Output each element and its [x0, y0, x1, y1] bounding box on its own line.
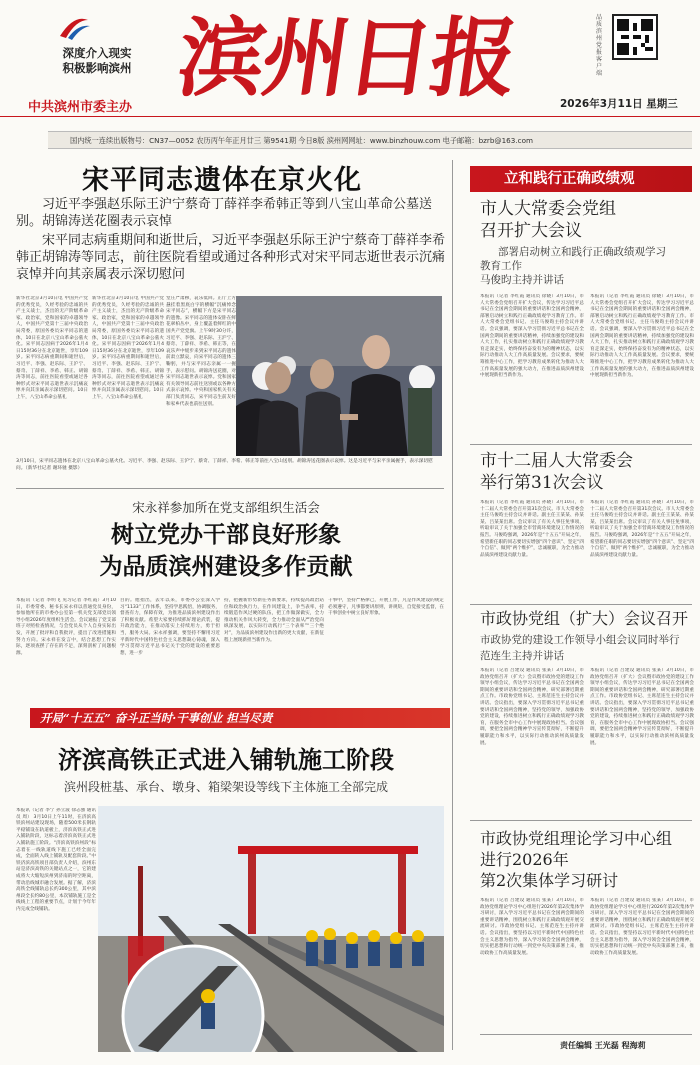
second-headline-1: 树立党办干部良好形象 — [111, 521, 341, 548]
lead-deck-1: 习近平李强赵乐际王沪宁蔡奇丁薛祥李希韩正等到八宝山革命公墓送别。胡锦涛送花圈表示哀悼 — [16, 197, 433, 229]
divider — [470, 820, 692, 821]
lead-headline: 宋平同志遗体在京火化 — [82, 165, 362, 196]
r3-sub-2: 范连生主持并讲话 — [480, 650, 564, 662]
rail-photo — [98, 806, 444, 1052]
masthead-rule — [0, 116, 700, 117]
handshake-photo-icon — [236, 296, 442, 456]
second-column-1: 本报讯（记者 李明飞 见习记者 李红霞）3月10日，市委常委、秘书长宋永祥以普通党员身份，参加他所在的市委办公室第一机关党支部党员领导小组2026年度组织生活会。会议通报了党支部班子对照检查情况，与会党员从个人自身实际出发，开展了批评和自我批评，提出了改进措施和努力方向。宋永祥在发言中，结合思想工作实际，逐项查摆了存在的不足，深刻剖析了问题根源。 — [16, 598, 116, 656]
footer-rule — [480, 1034, 692, 1035]
r1-headline-2: 召开扩大会议 — [480, 221, 582, 241]
footer-editors: 责任编辑 王光磊 程海莉 — [560, 1041, 646, 1050]
rail-headline: 济滨高铁正式进入铺轨施工阶段 — [58, 745, 394, 774]
masthead-title: 滨州日报 — [171, 8, 523, 109]
r4-headline-1: 市政协党组理论学习中心组 — [480, 829, 673, 848]
rail-body: 本报讯（记者 李宁 孙立波 徐志强 通讯员 周） 3月10日上午11时，在济滨高铁滨州站建设现场，随着500米长钢轨平稳铺设在轨道板上，济滨高铁正式进入铺轨阶段，这标志着济滨高铁正式进入铺轨施工阶段。“济滨高铁滨州段”标志着在一线轨道线下施工已经全面完成，全面转入线上铺轨及配套阶段。”中铁济滨高铁项目部负责人介绍，滨州东站是济滨高铁的关键站点之一，它的建成将大大缩短滨州到济南的时空距离，带动沿线城市融合发展。据了解，济滨高铁全线铺轨总长约300公里，其中滨州段全长约80公里，本次铺轨施工是全线线上工程的重要节点，计划于今年年内完成全线铺轨。 — [16, 808, 96, 912]
r4-headline-3: 第2次集体学习研讨 — [480, 871, 619, 890]
r1-sub-3: 马俊昀主持并讲话 — [480, 274, 564, 286]
lead-column-1: 新华社北京3月10日电 中国共产党的优秀党员，久经考验的忠诚的共产主义战士，杰出的无产阶级革命家、政治家，党和国家的卓越领导人，中国共产党第十三届中央政治局常委，原国务委员宋平同志的遗体，10日在北京八宝山革命公墓火化。宋平同志因病于2026年1月4日15时36分在北京逝世，享年109岁。宋平同志病重期间和逝世后，习近平、李强、赵乐际、王沪宁、蔡奇、丁薛祥、李希、韩正、胡锦涛等同志，前往医院看望或通过各种形式对宋平同志逝世表示沉痛哀悼并向其亲属表示深切慰问。10日上午，八宝山革命公墓礼 — [16, 296, 88, 400]
r4-headline-2: 进行2026年 — [480, 850, 569, 869]
info-bar: 国内统一连续出版物号：CN37—0052 农历丙午年正月廿三 第9541期 今日8版 滨州网网址：www.binzhouw.com 电子邮箱：bzrb@163.com — [48, 131, 692, 149]
column-divider — [452, 160, 453, 1050]
publisher: 中共滨州市委主办 — [28, 100, 133, 115]
r3-column-2: 本报讯（记者 吕建设 通讯员 张某）3月10日，市政协党组召开（扩大）会议暨市政协党的建设工作领导小组会议，传达学习习近平总书记在全国两会期间的重要讲话和全国两会精神，研究部署近期重点工作。市政协党组书记、主席范连生主持会议并讲话。会议指出，要深入学习贯彻习近平总书记重要讲话和全国两会精神，坚持党的领导，加强政协党的建设，持续推进树立和践行正确政绩观学习教育，在服务全市中心工作中展现政协担当。会议强调，要把全国两会精神学习宣传贯彻好，不断提升履职能力和水平，以实际行动推动滨州高质量发展。 — [590, 668, 694, 746]
second-column-4: 干事中，坚持严格律己，开展工作，凡是作风建设的规定必须遵守，凡事都要讲原则，讲规矩，自觉接受监督，在干事创业中树立良好形象。 — [328, 598, 444, 617]
second-column-2: 目的。他指出，去年以来，市委办公室深入学习“1133”工作体系，坚持学思践悟，协调服务，督查有力，保障有效，为推进品质滨州建设作出了积极贡献。希望大家要持续抓好理论武装，提升政治能力，在推动落实上持续用力，勇于担当，服务大局。宋永祥强调，要坚持不懈用习近平新时代中国特色社会主义思想凝心铸魂，深入学习贯彻习近平总书记关于党的建设的重要思想，进一步 — [120, 598, 220, 656]
logo-mark — [56, 12, 92, 44]
logo-swoosh-icon — [56, 12, 92, 44]
r3-column-1: 本报讯（记者 吕建设 通讯员 张某）3月10日，市政协党组召开（扩大）会议暨市政协党的建设工作领导小组会议，传达学习习近平总书记在全国两会期间的重要讲话和全国两会精神，研究部署近期重点工作。市政协党组书记、主席范连生主持会议并讲话。会议指出，要深入学习贯彻习近平总书记重要讲话和全国两会精神，坚持党的领导，加强政协党的建设，持续推进树立和践行正确政绩观学习教育，在服务全市中心工作中展现政协担当。会议强调，要把全国两会精神学习宣传贯彻好，不断提升履职能力和水平，以实际行动推动滨州高质量发展。 — [480, 668, 584, 746]
lead-photo — [236, 296, 442, 456]
divider — [16, 488, 444, 489]
lead-column-1b: 新华社北京3月10日电 中国共产党的优秀党员，久经考验的忠诚的共产主义战士，杰出的无产阶级革命家、政治家，党和国家的卓越领导人，中国共产党第十三届中央政治局常委，原国务委员宋平同志的遗体，10日在北京八宝山革命公墓火化。宋平同志因病于2026年1月4日15时36分在北京逝世，享年109岁。宋平同志病重期间和逝世后，习近平、李强、赵乐际、王沪宁、蔡奇、丁薛祥、李希、韩正、胡锦涛等同志，前往医院看望或通过各种形式对宋平同志逝世表示沉痛哀悼并向其亲属表示深切慰问。10日上午，八宝山革命公墓礼 — [92, 296, 164, 400]
qr-code-icon — [617, 19, 653, 55]
r1-column-2: 本报讯（记者 李红霞 通讯员 徐晓）3月10日，市人大常委会党组召开扩大会议，传达学习习近平总书记在全国两会期间的重要讲话和全国两会精神，部署启动树立和践行正确政绩观学习教育工作。市人大常委会党组书记、主任马俊昀主持会议并讲话。会议强调，要深入学习贯彻习近平总书记在全国两会期间的重要讲话精神，持续加强党的建设和人大工作，扎实推动树立和践行正确政绩观学习教育走深走实，始终保持奋发有为的精神状态，以实际行动推动人大工作高质量发展。会议要求，要统筹推进中心工作，把学习教育成果转化为推动人大工作高质量发展的强大动力，在推进品质滨州建设中展现新担当新作为。 — [590, 294, 694, 379]
r4-column-1: 本报讯（记者 吕建设 通讯员 张某）3月10日，市政协党组理论学习中心组进行2026年第2次集体学习研讨，深入学习习近平总书记在全国两会期间的重要讲话精神，围绕树立和践行正确政绩观开展交流研讨。市政协党组书记、主席范连生主持并讲话。会议指出，要坚持以习近平新时代中国特色社会主义思想为指导，深入学习领会全国两会精神，切实把思想和行动统一到党中央决策部署上来，推动政协工作高质量发展。 — [480, 898, 584, 956]
second-kicker: 宋永祥参加所在党支部组织生活会 — [132, 500, 320, 515]
column-head: 立和践行正确政绩观 — [470, 166, 692, 192]
r3-headline: 市政协党组（扩大）会议召开 — [480, 609, 689, 628]
divider — [470, 444, 692, 445]
second-headline-2: 为品质滨州建设多作贡献 — [99, 553, 353, 580]
slogan-line-2: 积极影响滨州 — [62, 61, 132, 75]
issue-date: 2026年3月11日 星期三 — [560, 98, 678, 110]
lead-deck-2: 宋平同志病重期间和逝世后，习近平李强赵乐际王沪宁蔡奇丁薛祥李希韩正胡锦涛等同志，前往医院看望或通过各种形式对宋平同志逝世表示沉痛哀悼并向其亲属表示深切慰问 — [16, 233, 446, 282]
second-column-3: 持，把握新形势新任务新要求，持续提高政治站位和政治执行力，在作风建设上，争当表率，持续锻造作风过硬的队伍，把工作做深做实，全力推动机关作风大转变，全力推动全面从严治党向纵深发展，以实际行动践行“三个表率”“三个绝对”，为品质滨州建设作出新的更大贡献，在新征程上展现新担当新作为。 — [224, 598, 324, 643]
r3-sub-1: 市政协党的建设工作领导小组会议同时举行 — [480, 634, 680, 646]
r1-headline-1: 市人大常委会党组 — [480, 199, 616, 219]
banner: 开局“十五五” 奋斗正当时·干事创业 担当尽责 — [30, 708, 450, 728]
r2-headline-2: 举行第31次会议 — [480, 473, 604, 493]
rail-construction-photo-icon — [98, 806, 444, 1052]
app-label: 品质滨州党报客户端 — [596, 14, 603, 77]
r2-headline-1: 市十二届人大常委会 — [480, 451, 633, 471]
r1-sub-1: 部署启动树立和践行正确政绩观学习 — [498, 246, 666, 258]
rail-subhead: 滨州段桩基、承台、墩身、箱梁架设等线下主体施工全部完成 — [63, 780, 388, 794]
qr-code[interactable] — [612, 14, 658, 60]
divider — [470, 604, 692, 605]
r2-column-1: 本报讯（记者 李红霞 通讯员 孙晓）3月10日，市十二届人大常委会召开第31次会议。市人大常委会主任马俊昀主持会议并讲话。副主任王某某、孙某某、吕某某出席。会议审议了有关人事任免事项，听取审议了关于加强全市营商环境建设工作情况的报告。马俊昀强调，2026年是“十五五”开局之年，希望新任职的同志要切实增强“四个意识”、坚定“四个自信”、做到“两个维护”，忠诚履职，为全力推动品质滨州建设贡献力量。 — [480, 500, 584, 558]
slogan — [42, 46, 152, 76]
r2-column-2: 本报讯（记者 李红霞 通讯员 孙晓）3月10日，市十二届人大常委会召开第31次会议。市人大常委会主任马俊昀主持会议并讲话。副主任王某某、孙某某、吕某某出席。会议审议了有关人事任免事项，听取审议了关于加强全市营商环境建设工作情况的报告。马俊昀强调，2026年是“十五五”开局之年，希望新任职的同志要切实增强“四个意识”、坚定“四个自信”、做到“两个维护”，忠诚履职，为全力推动品质滨州建设贡献力量。 — [590, 500, 694, 558]
slogan-line-1: 深度介入现实 — [62, 46, 132, 60]
r1-sub-2: 教育工作 — [480, 260, 522, 272]
r4-column-2: 本报讯（记者 吕建设 通讯员 张某）3月10日，市政协党组理论学习中心组进行2026年第2次集体学习研讨，深入学习习近平总书记在全国两会期间的重要讲话精神，围绕树立和践行正确政绩观开展交流研讨。市政协党组书记、主席范连生主持并讲话。会议指出，要坚持以习近平新时代中国特色社会主义思想为指导，深入学习领会全国两会精神，切实把思想和行动统一到党中央决策部署上来，推动政协工作高质量发展。 — [590, 898, 694, 956]
lead-photo-caption: 3月10日，宋平同志遗体在北京八宝山革命公墓火化。习近平、李强、赵乐际、王沪宁、蔡奇、丁薛祥、李希、韩正等前往八宝山送别。胡锦涛送花圈表示哀悼。这是习近平与宋平亲属握手，表示深切慰问。（新华社记者 谢环驰 摄影） — [16, 459, 433, 471]
r1-column-1: 本报讯（记者 李红霞 通讯员 徐晓）3月10日，市人大常委会党组召开扩大会议，传达学习习近平总书记在全国两会期间的重要讲话和全国两会精神，部署启动树立和践行正确政绩观学习教育工作。市人大常委会党组书记、主任马俊昀主持会议并讲话。会议强调，要深入学习贯彻习近平总书记在全国两会期间的重要讲话精神，持续加强党的建设和人大工作，扎实推动树立和践行正确政绩观学习教育走深走实，始终保持奋发有为的精神状态，以实际行动推动人大工作高质量发展。会议要求，要统筹推进中心工作，把学习教育成果转化为推动人大工作高质量发展的强大动力，在推进品质滨州建设中展现新担当新作为。 — [480, 294, 584, 379]
lead-column-2: 堂庄严肃穆，哀乐低回。正厅上方悬挂着黑底白字的横幅“沉痛悼念宋平同志”，横幅下方是宋平同志的遗像。宋平同志的遗体安卧在鲜花翠柏丛中，身上覆盖着鲜红的中国共产党党旗。上午9时30分许，习近平、李强、赵乐际、王沪宁、蔡奇、丁薛祥、李希、韩正等，在哀乐声中缓步来到宋平同志的遗体前肃立默哀，向宋平同志的遗体三鞠躬，并与宋平同志亲属一一握手，表示慰问。胡锦涛送花圈，对宋平同志逝世表示哀悼。党和国家有关领导同志前往送别或以各种方式表示哀悼。中央和国家机关有关部门负责同志，宋平同志生前友好和家乡代表也前往送别。 — [166, 296, 236, 407]
